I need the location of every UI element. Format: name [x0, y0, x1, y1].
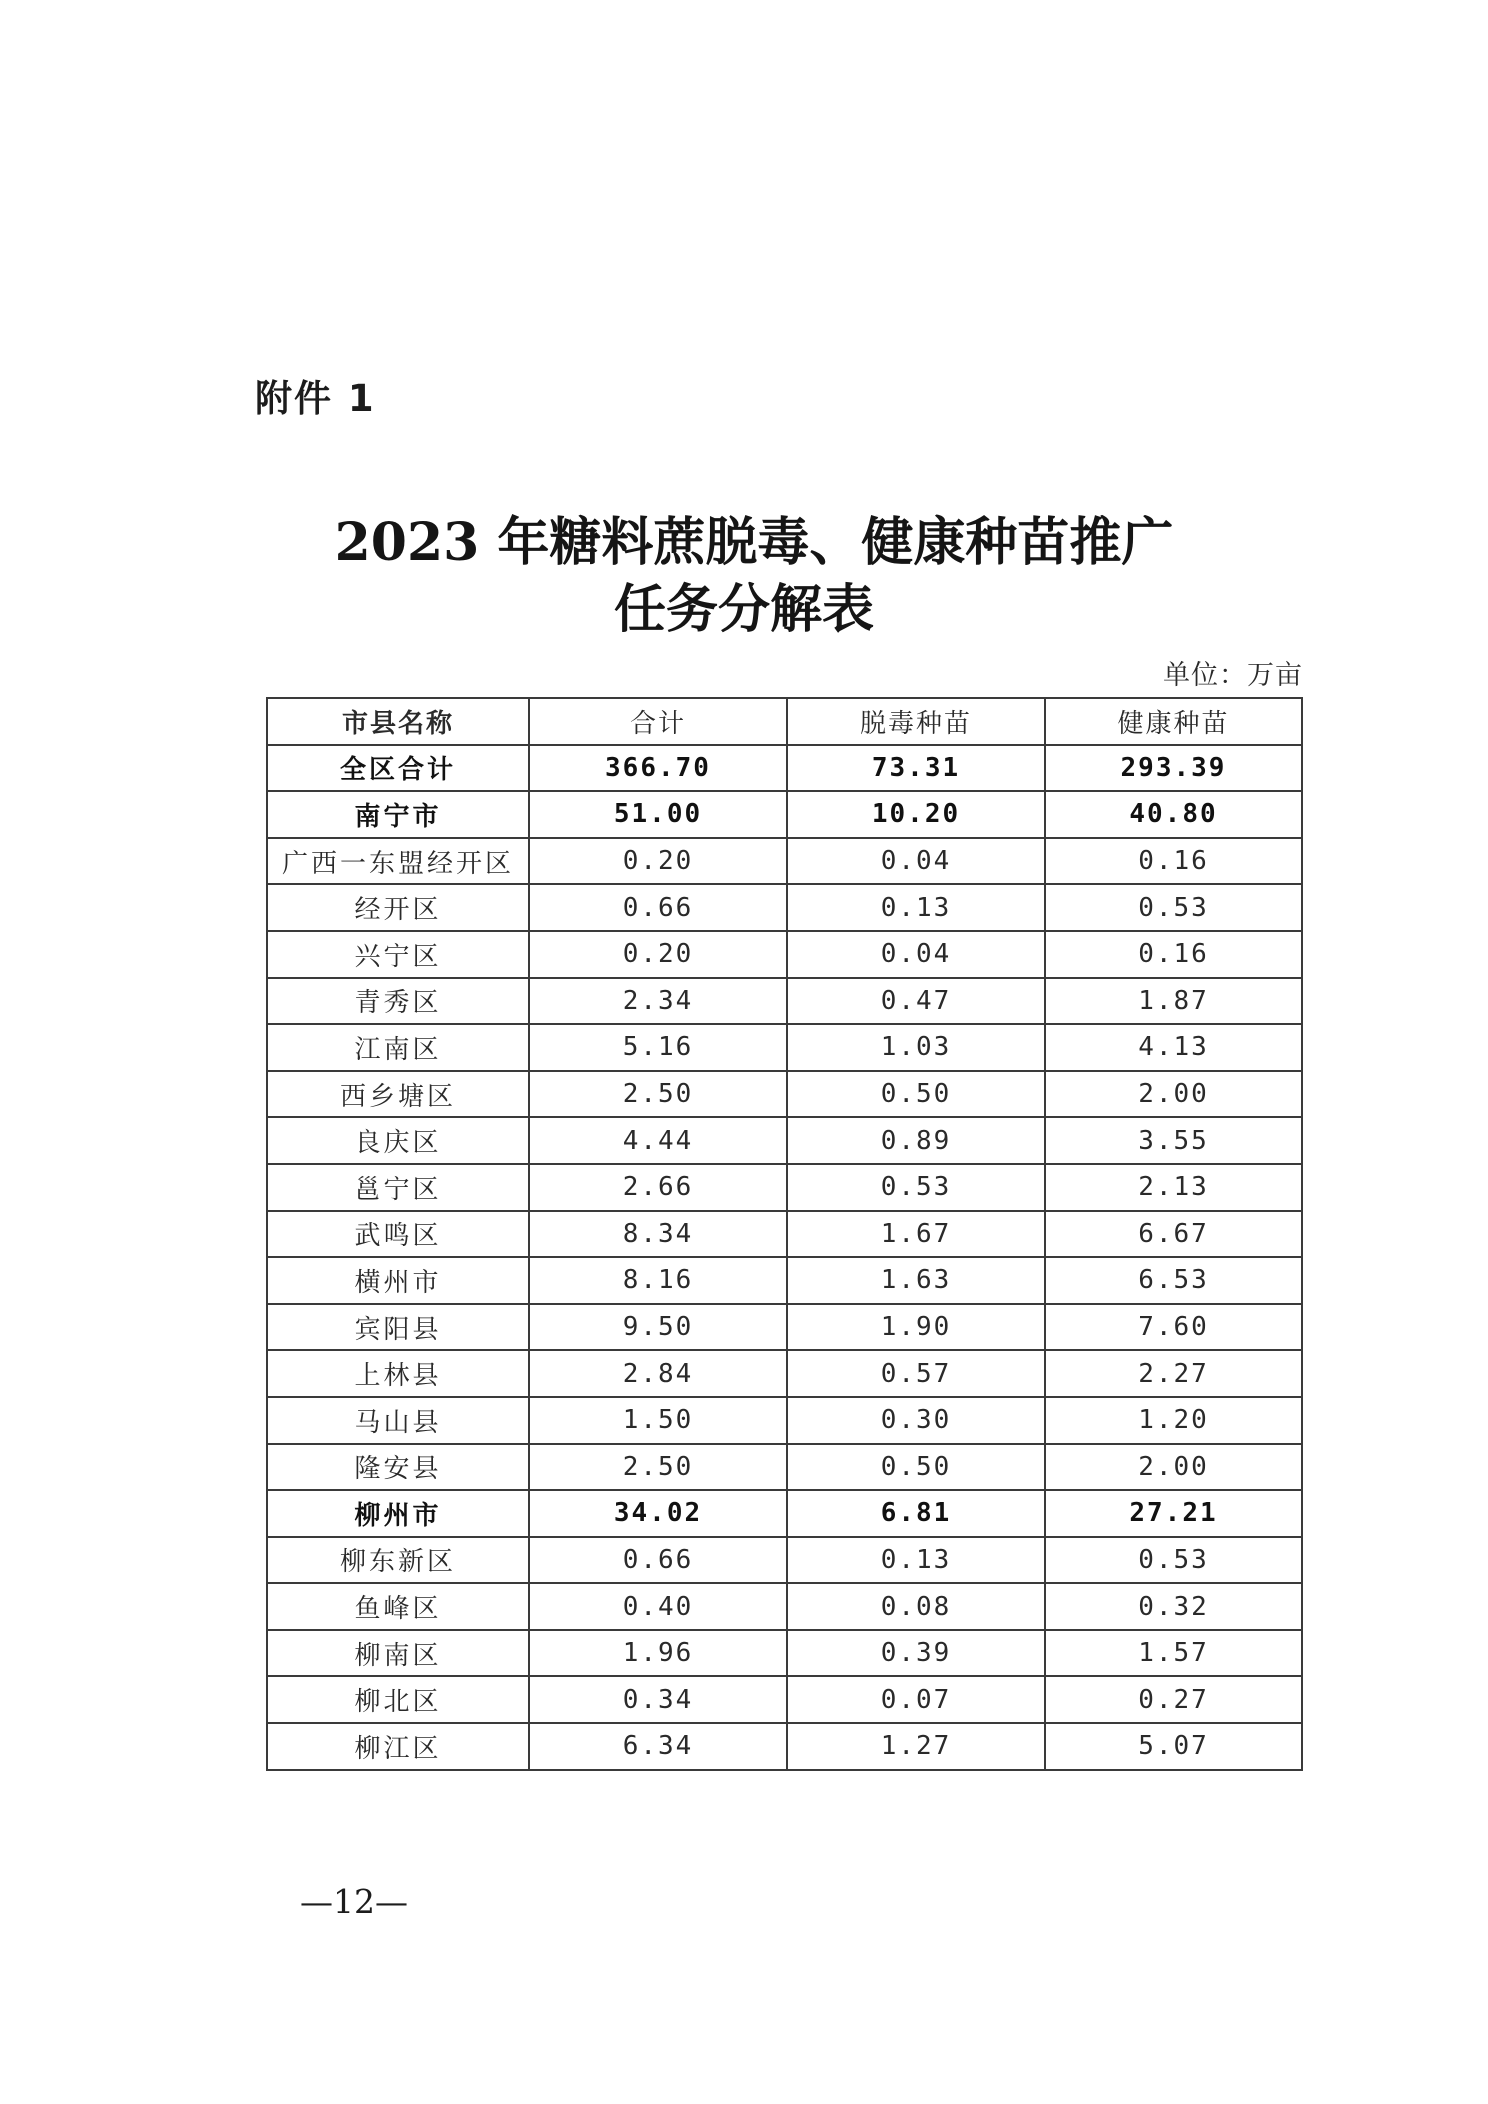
cell-healthy: 1.20 — [1045, 1397, 1302, 1444]
cell-name: 柳东新区 — [267, 1537, 529, 1584]
cell-virus-free: 1.03 — [787, 1024, 1045, 1071]
cell-name: 柳江区 — [267, 1723, 529, 1770]
cell-total: 366.70 — [529, 745, 787, 792]
unit-note: 单位：万亩 — [1163, 660, 1303, 691]
cell-virus-free: 0.13 — [787, 1537, 1045, 1584]
cell-total: 9.50 — [529, 1304, 787, 1351]
cell-total: 0.20 — [529, 838, 787, 885]
cell-name: 鱼峰区 — [267, 1583, 529, 1630]
cell-total: 2.84 — [529, 1350, 787, 1397]
cell-healthy: 2.27 — [1045, 1350, 1302, 1397]
cell-virus-free: 0.13 — [787, 884, 1045, 931]
table-row — [267, 1490, 1302, 1537]
cell-virus-free: 0.39 — [787, 1630, 1045, 1677]
cell-healthy: 5.07 — [1045, 1723, 1302, 1770]
cell-total: 2.50 — [529, 1071, 787, 1118]
cell-name: 马山县 — [267, 1397, 529, 1444]
attachment-label: 附件 1 — [255, 377, 376, 420]
column-header-virus-free: 脱毒种苗 — [787, 698, 1045, 745]
table-row — [267, 1257, 1302, 1304]
table-row — [267, 838, 1302, 885]
cell-healthy: 40.80 — [1045, 791, 1302, 838]
cell-healthy: 0.53 — [1045, 884, 1302, 931]
cell-total: 5.16 — [529, 1024, 787, 1071]
table-row — [267, 1723, 1302, 1770]
cell-total: 1.96 — [529, 1630, 787, 1677]
cell-name: 隆安县 — [267, 1444, 529, 1491]
cell-virus-free: 0.04 — [787, 931, 1045, 978]
cell-virus-free: 6.81 — [787, 1490, 1045, 1537]
cell-name: 良庆区 — [267, 1117, 529, 1164]
cell-total: 6.34 — [529, 1723, 787, 1770]
cell-virus-free: 0.57 — [787, 1350, 1045, 1397]
table-row — [267, 1583, 1302, 1630]
cell-total: 2.50 — [529, 1444, 787, 1491]
cell-healthy: 7.60 — [1045, 1304, 1302, 1351]
cell-name: 上林县 — [267, 1350, 529, 1397]
cell-healthy: 6.53 — [1045, 1257, 1302, 1304]
cell-total: 2.34 — [529, 978, 787, 1025]
table-header-row — [267, 698, 1302, 745]
cell-total: 8.16 — [529, 1257, 787, 1304]
column-header-total: 合计 — [529, 698, 787, 745]
cell-virus-free: 0.47 — [787, 978, 1045, 1025]
cell-healthy: 0.16 — [1045, 838, 1302, 885]
table-row — [267, 1211, 1302, 1258]
cell-total: 0.66 — [529, 884, 787, 931]
cell-name: 柳北区 — [267, 1676, 529, 1723]
table-row — [267, 1444, 1302, 1491]
cell-name: 广西一东盟经开区 — [267, 838, 529, 885]
page-number: —12— — [300, 1882, 408, 1921]
cell-virus-free: 73.31 — [787, 745, 1045, 792]
cell-name: 武鸣区 — [267, 1211, 529, 1258]
column-header-name: 市县名称 — [267, 698, 529, 745]
cell-healthy: 1.57 — [1045, 1630, 1302, 1677]
cell-total: 0.34 — [529, 1676, 787, 1723]
cell-virus-free: 1.27 — [787, 1723, 1045, 1770]
table-body — [267, 745, 1302, 1770]
cell-total: 0.40 — [529, 1583, 787, 1630]
cell-total: 0.66 — [529, 1537, 787, 1584]
cell-healthy: 293.39 — [1045, 745, 1302, 792]
table-row — [267, 1537, 1302, 1584]
table-row — [267, 978, 1302, 1025]
cell-healthy: 27.21 — [1045, 1490, 1302, 1537]
cell-total: 4.44 — [529, 1117, 787, 1164]
table-row — [267, 1676, 1302, 1723]
cell-name: 经开区 — [267, 884, 529, 931]
cell-healthy: 1.87 — [1045, 978, 1302, 1025]
table-row — [267, 884, 1302, 931]
cell-total: 8.34 — [529, 1211, 787, 1258]
cell-name: 青秀区 — [267, 978, 529, 1025]
cell-virus-free: 0.08 — [787, 1583, 1045, 1630]
cell-virus-free: 1.67 — [787, 1211, 1045, 1258]
table-row — [267, 1397, 1302, 1444]
cell-healthy: 0.32 — [1045, 1583, 1302, 1630]
table-row — [267, 1164, 1302, 1211]
table-row — [267, 791, 1302, 838]
cell-name: 兴宁区 — [267, 931, 529, 978]
cell-healthy: 6.67 — [1045, 1211, 1302, 1258]
cell-healthy: 3.55 — [1045, 1117, 1302, 1164]
table-row — [267, 1350, 1302, 1397]
cell-healthy: 0.27 — [1045, 1676, 1302, 1723]
cell-total: 1.50 — [529, 1397, 787, 1444]
table-row — [267, 745, 1302, 792]
cell-name: 全区合计 — [267, 745, 529, 792]
cell-healthy: 2.00 — [1045, 1444, 1302, 1491]
cell-healthy: 4.13 — [1045, 1024, 1302, 1071]
cell-name: 宾阳县 — [267, 1304, 529, 1351]
cell-healthy: 0.16 — [1045, 931, 1302, 978]
table-row — [267, 1024, 1302, 1071]
cell-healthy: 2.13 — [1045, 1164, 1302, 1211]
document-title-line-1: 2023 年糖料蔗脱毒、健康种苗推广 — [334, 512, 1174, 573]
cell-virus-free: 1.63 — [787, 1257, 1045, 1304]
document-title-line-2: 任务分解表 — [613, 579, 874, 640]
cell-total: 51.00 — [529, 791, 787, 838]
table-row — [267, 1117, 1302, 1164]
cell-healthy: 2.00 — [1045, 1071, 1302, 1118]
table-row — [267, 1304, 1302, 1351]
cell-name: 西乡塘区 — [267, 1071, 529, 1118]
cell-virus-free: 0.50 — [787, 1071, 1045, 1118]
cell-name: 横州市 — [267, 1257, 529, 1304]
cell-total: 0.20 — [529, 931, 787, 978]
cell-virus-free: 10.20 — [787, 791, 1045, 838]
cell-total: 2.66 — [529, 1164, 787, 1211]
allocation-table — [266, 697, 1303, 1771]
table-row — [267, 931, 1302, 978]
cell-name: 柳南区 — [267, 1630, 529, 1677]
cell-virus-free: 0.04 — [787, 838, 1045, 885]
cell-virus-free: 1.90 — [787, 1304, 1045, 1351]
cell-virus-free: 0.53 — [787, 1164, 1045, 1211]
cell-virus-free: 0.07 — [787, 1676, 1045, 1723]
cell-virus-free: 0.30 — [787, 1397, 1045, 1444]
cell-name: 柳州市 — [267, 1490, 529, 1537]
cell-name: 邕宁区 — [267, 1164, 529, 1211]
cell-name: 南宁市 — [267, 791, 529, 838]
table-row — [267, 1630, 1302, 1677]
cell-virus-free: 0.89 — [787, 1117, 1045, 1164]
cell-name: 江南区 — [267, 1024, 529, 1071]
table-row — [267, 1071, 1302, 1118]
cell-total: 34.02 — [529, 1490, 787, 1537]
cell-virus-free: 0.50 — [787, 1444, 1045, 1491]
column-header-healthy: 健康种苗 — [1045, 698, 1302, 745]
cell-healthy: 0.53 — [1045, 1537, 1302, 1584]
